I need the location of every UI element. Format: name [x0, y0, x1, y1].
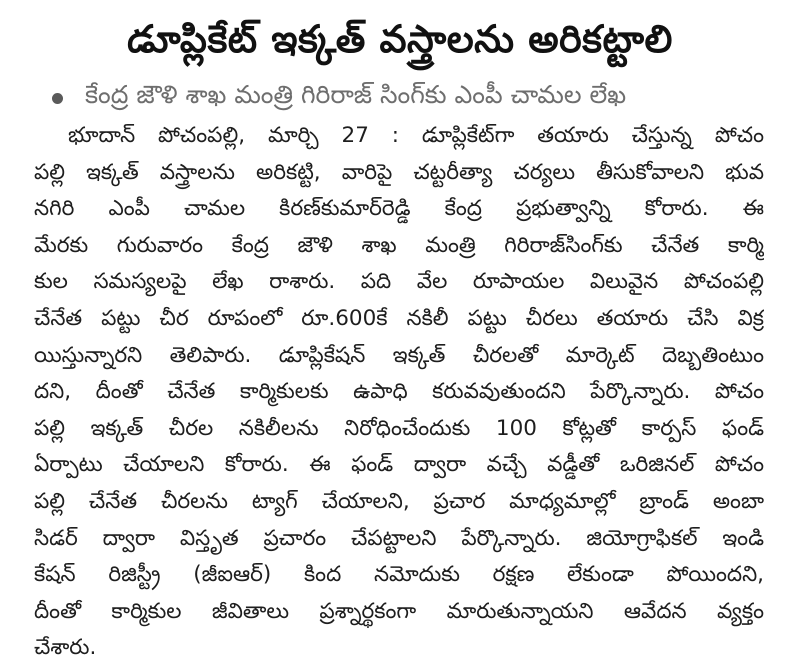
- bullet-icon: [52, 93, 63, 104]
- body-line: నగిరి ఎంపీ చామల కిరణ్‌కుమార్‌రెడ్డి కేంద్ర ప్రభుత్వాన్ని కోరారు. ఈ: [34, 196, 764, 222]
- subheadline-row: [52, 74, 792, 122]
- body-line: కుల సమస్యలపై లేఖ రాశారు. పది వేల రూపాయల విలువైన పోచంపల్లి: [34, 269, 764, 295]
- body-line: సిడర్ ద్వారా విస్తృత ప్రచారం చేపట్టాలని పేర్కొన్నారు. జియోగ్రాఫికల్ ఇండి: [34, 525, 764, 551]
- body-line: కేషన్ రిజిస్ట్రీ (జీఐఆర్) కింద నమోదుకు రక్షణ లేకుండా పోయిందని,: [34, 562, 764, 588]
- body-line: పల్లి చేనేత చీరలను ట్యాగ్ చేయాలని, ప్రచార మాధ్యమాల్లో బ్రాండ్ అంబా: [34, 488, 764, 514]
- body-line: పల్లి ఇక్కత్ వస్త్రాలను అరికట్టి, వారిపై చట్టరీత్యా చర్యలు తీసుకోవాలని భువ: [34, 159, 764, 185]
- body-line: దీంతో కార్మికుల జీవితాలు ప్రశ్నార్థకంగా మారుతున్నాయని ఆవేదన వ్యక్తం: [34, 598, 764, 624]
- body-line: యిస్తున్నారని తెలిపారు. డూప్లికేషన్ ఇక్కత్ చీరలతో మార్కెట్ దెబ్బతింటుం: [34, 342, 764, 368]
- headline: డూప్లికేట్ ఇక్కత్ వస్త్రాలను అరికట్టాలి: [127, 17, 673, 61]
- subheadline: కేంద్ర జౌళి శాఖ మంత్రి గిరిరాజ్ సింగ్‌కు ఎంపీ చామల లేఖ: [85, 80, 627, 109]
- body-line: చేశారు.: [34, 635, 97, 661]
- body-line: చేనేత పట్టు చీర రూపంలో రూ.600కే నకిలీ పట్టు చీరలు తయారు చేసి విక్ర: [34, 305, 764, 331]
- article-body: [34, 118, 764, 667]
- body-line: మేరకు గురువారం కేంద్ర జౌళి శాఖ మంత్రి గిరిరాజ్‌సింగ్‌కు చేనేత కార్మి: [34, 232, 764, 258]
- body-line: పల్లి ఇక్కత్ చీరల నకిలీలను నిరోధించేందుకు 100 కోట్లతో కార్పస్ ఫండ్: [34, 415, 764, 441]
- body-line: భూదాన్ పోచంపల్లి, మార్చి 27 : డూప్లికేట్‌గా తయారు చేస్తున్న పోచం: [68, 123, 764, 148]
- body-line: ఏర్పాటు చేయాలని కోరారు. ఈ ఫండ్ ద్వారా వచ్చే వడ్డీతో ఒరిజినల్ పోచం: [34, 452, 764, 478]
- body-line: దని, దీంతో చేనేత కార్మికులకు ఉపాధి కరువవుతుందని పేర్కొన్నారు. పోచం: [34, 379, 764, 405]
